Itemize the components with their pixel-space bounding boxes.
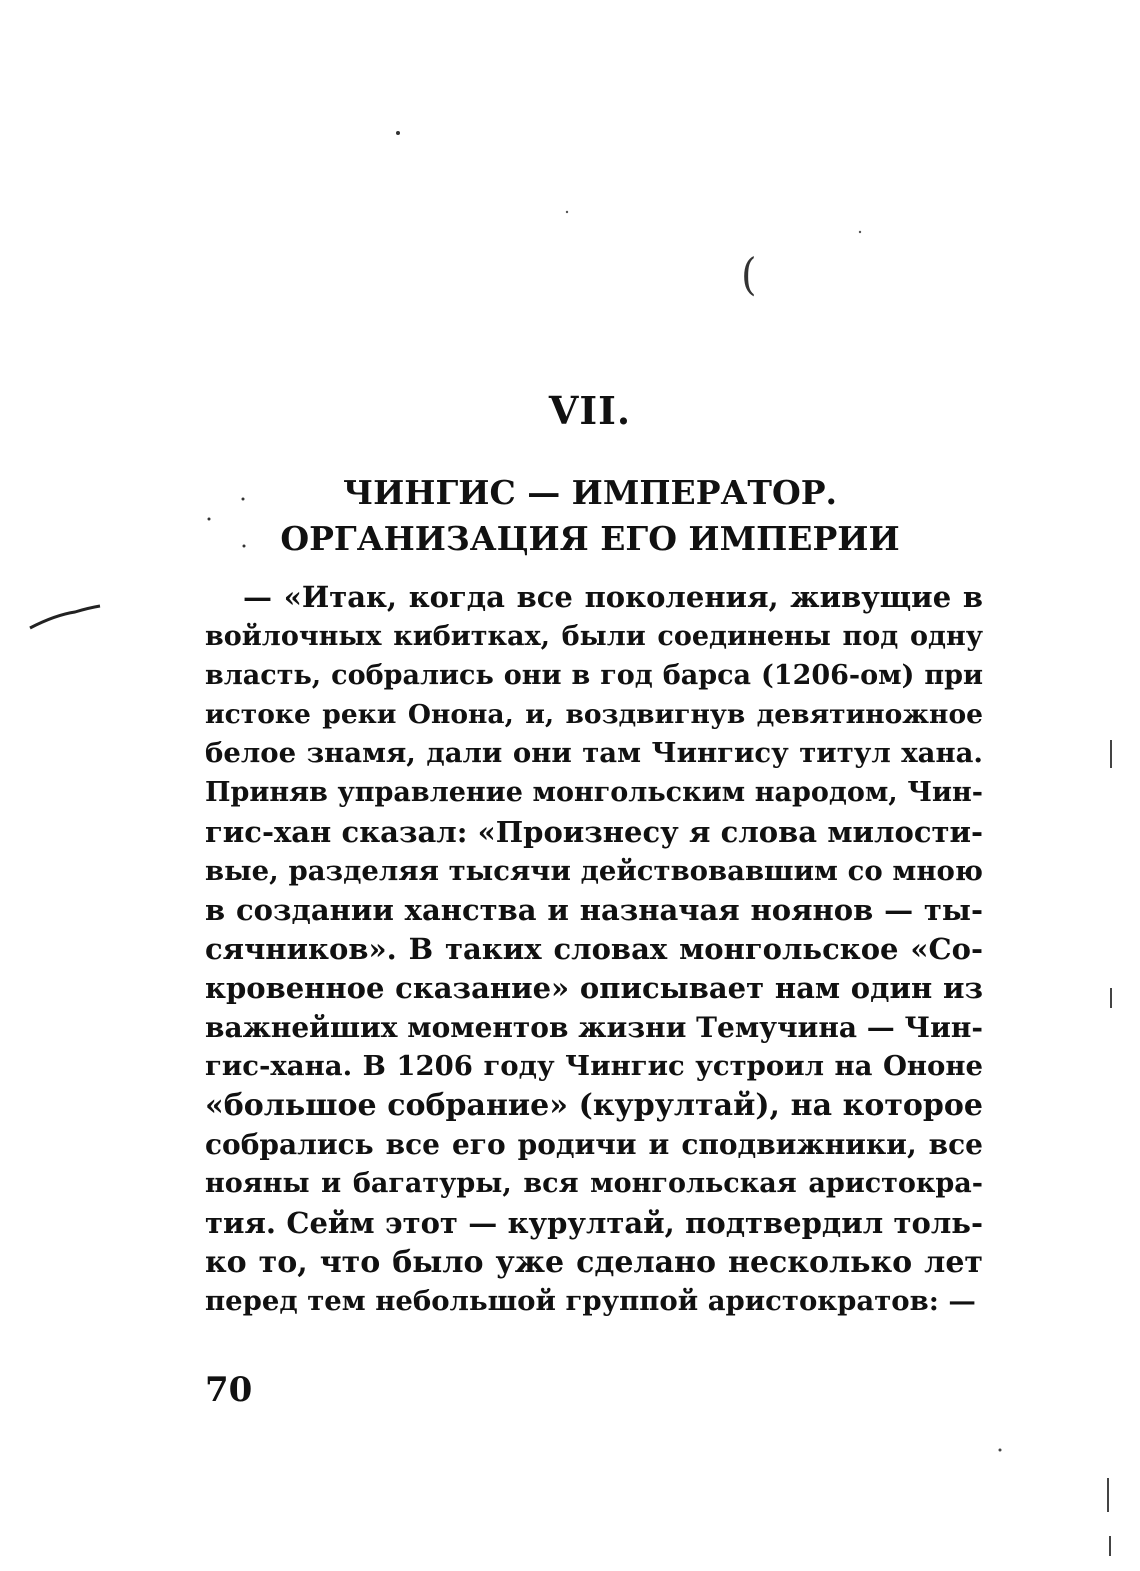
text-line: гис-хан сказал: «Произнесу я слова милости-	[205, 814, 983, 849]
text-line: кровенное сказание» описывает нам один из	[205, 970, 983, 1005]
text-line: «большое собрание» (курултай), на которое	[205, 1088, 983, 1124]
text-line: в создании ханства и назначая ноянов — ты-	[205, 892, 983, 927]
page-number: 70	[205, 1370, 253, 1410]
text-line: тия. Сейм этот — курултай, подтвердил толь-	[205, 1205, 983, 1240]
text-line: вые, разделяя тысячи действовавшим со мною	[205, 854, 983, 887]
text-line: нояны и багатуры, вся монгольская аристокра-	[205, 1168, 983, 1200]
text-line: войлочных кибитках, были соединены под одну	[205, 621, 983, 653]
dust-speck	[396, 131, 400, 135]
text-line: власть, собрались они в год барса (1206-ом) при	[205, 660, 983, 692]
chapter-title	[190, 470, 990, 562]
stray-pen-mark	[30, 606, 100, 628]
chapter-title-line-2: ОРГАНИЗАЦИЯ ЕГО ИМПЕРИИ	[280, 519, 900, 558]
chapter-title-line-1: ЧИНГИС — ИМПЕРАТОР.	[342, 473, 838, 512]
text-line: перед тем небольшой группой аристократов: —	[205, 1284, 976, 1317]
text-line: — «Итак, когда все поколения, живущие в	[243, 580, 983, 614]
stray-parenthesis-mark: (	[741, 249, 757, 301]
text-line: важнейших моментов жизни Темучина — Чин-	[205, 1011, 983, 1045]
body-paragraph	[205, 578, 983, 1321]
dust-speck	[859, 231, 861, 233]
text-line: сячников». В таких словах монгольское «Со-	[205, 931, 983, 966]
text-line: собрались все его родичи и сподвижники, все	[205, 1128, 983, 1162]
text-line: ко то, что было уже сделано несколько лет	[205, 1244, 983, 1280]
text-line: белое знамя, дали они там Чингису титул хана.	[205, 737, 983, 770]
dust-speck	[999, 1449, 1002, 1452]
text-line: истоке реки Онона, и, воздвигнув девятиножное	[205, 699, 983, 731]
text-line: гис-хана. В 1206 году Чингис устроил на Ононе	[205, 1050, 983, 1083]
text-line: Приняв управление монгольским народом, Чин-	[205, 777, 983, 809]
chapter-number: VII.	[548, 388, 632, 433]
dust-speck	[566, 211, 568, 213]
